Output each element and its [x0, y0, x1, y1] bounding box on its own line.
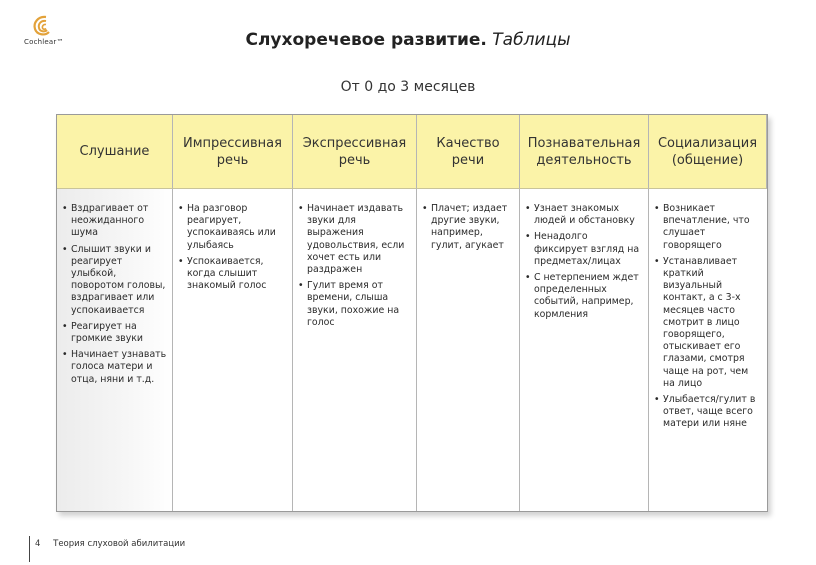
header-cognitive-activity: Познавательная деятельность: [520, 115, 649, 189]
list-item: • Начинает издавать звуки для выражения удовольствия, если хочет есть или раздражен: [298, 203, 412, 276]
list-item: • Реагирует на громкие звуки: [62, 321, 168, 345]
header-expressive-speech: Экспрессивная речь: [293, 115, 417, 189]
cell-expressive-speech: [293, 189, 417, 511]
header-impressive-speech: Импрессивная речь: [173, 115, 293, 189]
list-item: • Улыбается/гулит в ответ, чаще всего матери или няне: [654, 394, 763, 431]
cell-listening: [57, 189, 173, 511]
page-title-italic: Таблицы: [492, 30, 571, 50]
list-item: • Успокаивается, когда слышит знакомый голос: [178, 256, 288, 293]
list-item: • Узнает знакомых людей и обстановку: [525, 203, 644, 227]
page-footer: [29, 536, 185, 562]
list-item: • Плачет; издает другие звуки, например, гулит, агукает: [422, 203, 515, 252]
cell-cognitive-activity: [520, 189, 649, 511]
list-item: • На разговор реагирует, успокаиваясь или улыбаясь: [178, 203, 288, 252]
list-item: • С нетерпением ждет определенных событий, например, кормления: [525, 272, 644, 321]
development-table: [56, 114, 768, 512]
cell-socialization: [649, 189, 767, 511]
cell-speech-quality: [417, 189, 520, 511]
list-item: • Слышит звуки и реагирует улыбкой, поворотом головы, вздрагивает или успокаивается: [62, 244, 168, 317]
page-title: [0, 30, 816, 50]
list-item: • Гулит время от времени, слыша звуки, похожие на голос: [298, 280, 412, 329]
header-listening: Слушание: [57, 115, 173, 189]
logo-text: Cochlear™: [24, 38, 64, 46]
list-item: • Начинает узнавать голоса матери и отца, няни и т.д.: [62, 349, 168, 386]
list-item: • Устанавливает краткий визуальный контакт, а с 3-х месяцев часто смотрит в лицо говорящего, отыскивает его глазами, смотря чаще на рот, чем на лицо: [654, 256, 763, 390]
footer-text: Теория слуховой абилитации: [53, 539, 186, 549]
page-number: 4: [35, 539, 41, 549]
list-item: • Возникает впечатление, что слушает говорящего: [654, 203, 763, 252]
page-subtitle: От 0 до 3 месяцев: [340, 79, 476, 95]
header-speech-quality: Качество речи: [417, 115, 520, 189]
list-item: • Ненадолго фиксирует взгляд на предметах/лицах: [525, 231, 644, 268]
header-socialization: Социализация (общение): [649, 115, 767, 189]
page-title-bold: Слухоречевое развитие.: [245, 30, 487, 50]
list-item: • Вздрагивает от неожиданного шума: [62, 203, 168, 240]
cell-impressive-speech: [173, 189, 293, 511]
